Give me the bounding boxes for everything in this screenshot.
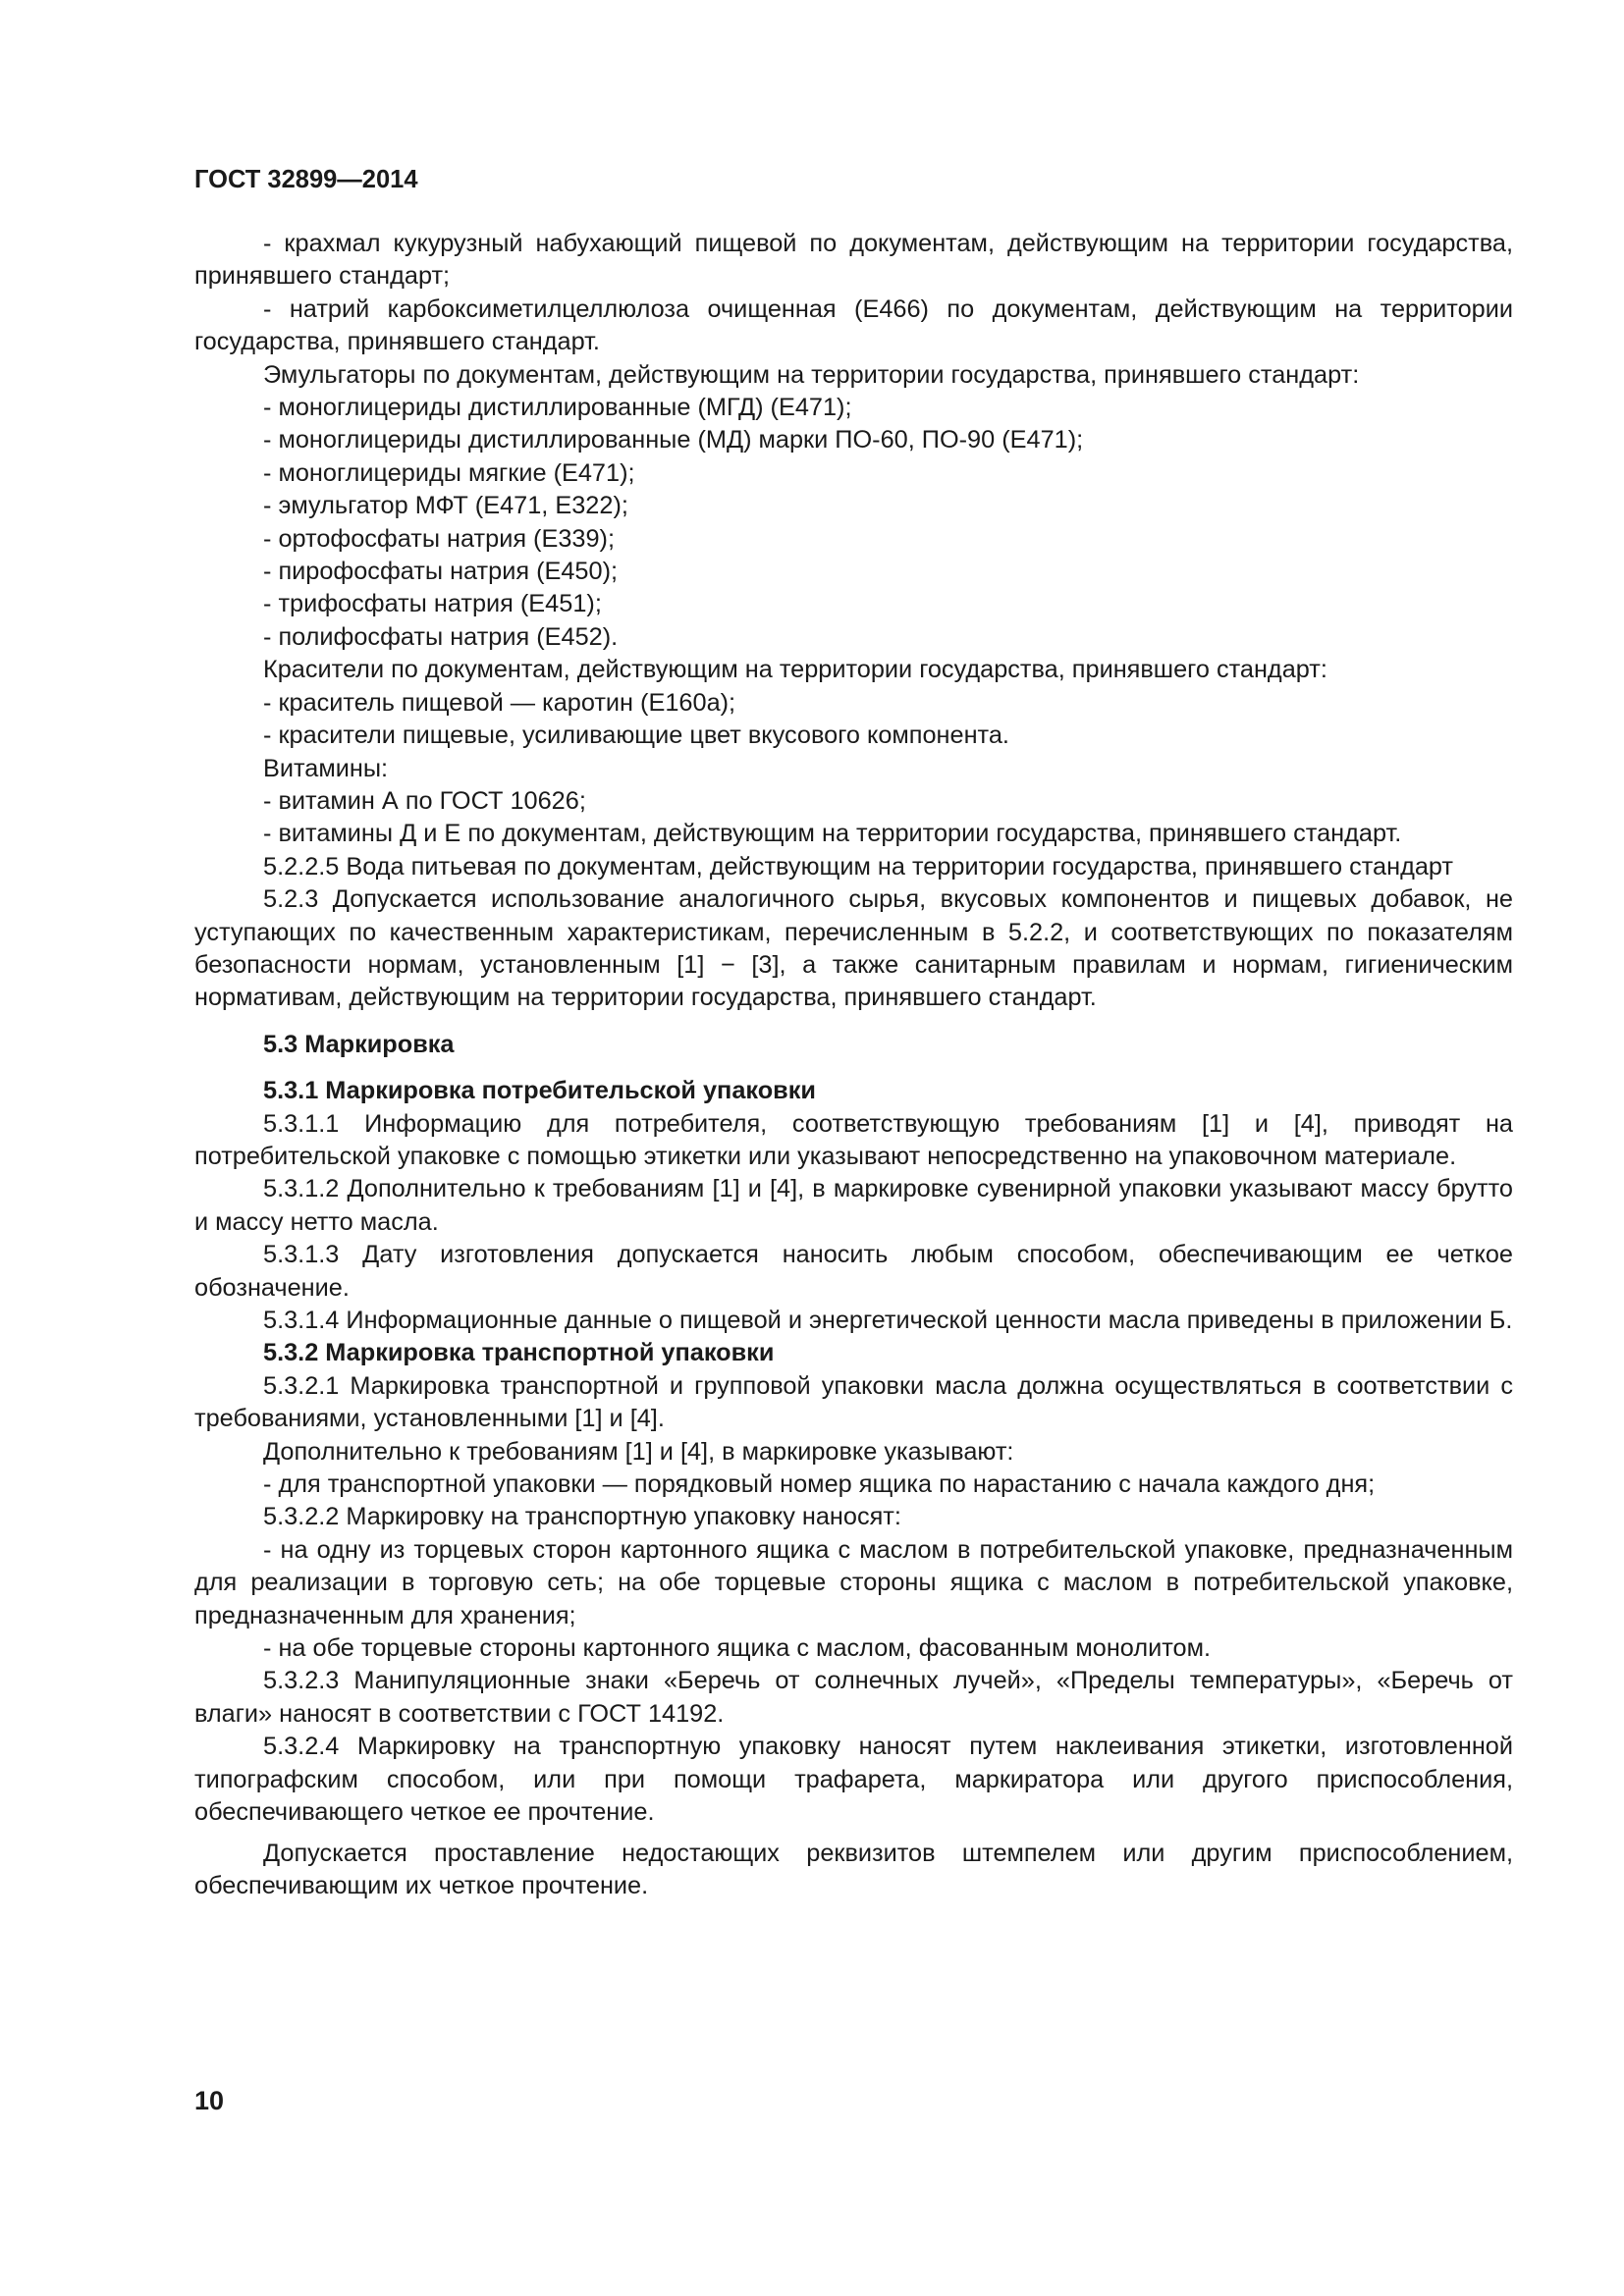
list-item: - натрий карбоксиметилцеллюлоза очищенная (Е466) по документам, действующим на территории государства, принявшего стандарт. (194, 294, 1513, 356)
paragraph: 5.3.2.2 Маркировку на транспортную упаковку наносят: (263, 1503, 901, 1531)
paragraph: 5.2.3 Допускается использование аналогичного сырья, вкусовых компонентов и пищевых добавок, не уступающих по качественным характеристикам, перечисленным в 5.2.2, и соответствующих по показателям безопасности нормам, установленным [1] − [3], а также санитарным правилам и нормам, гигиеническим нормативам, действующим на территории государства, принявшего стандарт. (194, 885, 1513, 1012)
document-header: ГОСТ 32899—2014 (194, 166, 418, 193)
paragraph: 5.3.1.3 Дату изготовления допускается наносить любым способом, обеспечивающим ее четкое обозначение. (194, 1241, 1513, 1302)
list-item: - моноглицериды дистиллированные (МД) марки ПО-60, ПО-90 (Е471); (263, 426, 1084, 454)
list-item: - крахмал кукурузный набухающий пищевой по документам, действующим на территории государства, принявшего стандарт; (194, 230, 1513, 291)
list-item: - для транспортной упаковки — порядковый номер ящика по нарастанию с начала каждого дня; (263, 1470, 1376, 1499)
page-number: 10 (194, 2086, 225, 2115)
list-item: - витамины Д и Е по документам, действующим на территории государства, принявшего стандарт. (263, 820, 1402, 848)
list-item: - витамин А по ГОСТ 10626; (263, 786, 586, 815)
list-item: - краситель пищевой — каротин (Е160а); (263, 688, 736, 717)
subsection-heading: 5.3.1 Маркировка потребительской упаковки (263, 1077, 816, 1105)
list-item: - эмульгатор МФТ (Е471, Е322); (263, 492, 628, 520)
paragraph: Красители по документам, действующим на территории государства, принявшего стандарт: (263, 656, 1327, 684)
list-item: - на обе торцевые стороны картонного ящика с маслом, фасованным монолитом. (263, 1634, 1211, 1663)
list-item: - ортофосфаты натрия (Е339); (263, 524, 616, 553)
paragraph: Дополнительно к требованиям [1] и [4], в маркировке указывают: (263, 1437, 1014, 1466)
section-heading: 5.3 Маркировка (263, 1030, 455, 1058)
list-item: - трифосфаты натрия (Е451); (263, 590, 602, 618)
paragraph: Витамины: (263, 754, 389, 782)
paragraph: 5.3.2.3 Манипуляционные знаки «Беречь от солнечных лучей», «Пределы температуры», «Беречь от влаги» наносят в соответствии с ГОСТ 14192. (194, 1667, 1513, 1728)
list-item: - пирофосфаты натрия (Е450); (263, 558, 619, 586)
list-item: - моноглицериды дистиллированные (МГД) (Е471); (263, 394, 852, 422)
list-item: - красители пищевые, усиливающие цвет вкусового компонента. (263, 721, 1009, 750)
list-item: - моноглицериды мягкие (Е471); (263, 458, 635, 487)
paragraph: 5.3.1.1 Информацию для потребителя, соответствующую требованиям [1] и [4], приводят на потребительской упаковке с помощью этикетки или указывают непосредственно на упаковочном материале. (194, 1109, 1513, 1170)
paragraph: 5.2.2.5 Вода питьевая по документам, действующим на территории государства, принявшего стандарт (263, 852, 1454, 881)
paragraph: 5.3.1.2 Дополнительно к требованиям [1] и [4], в маркировке сувенирной упаковки указывают массу брутто и массу нетто масла. (194, 1175, 1513, 1236)
subsection-heading: 5.3.2 Маркировка транспортной упаковки (263, 1339, 775, 1367)
document-body (194, 228, 1513, 1902)
paragraph: Допускается проставление недостающих реквизитов штемпелем или другим приспособлением, обеспечивающим их четкое прочтение. (194, 1839, 1513, 1899)
list-item: - на одну из торцевых сторон картонного ящика с маслом в потребительской упаковке, предназначенным для реализации в торговую сеть; на обе торцевые стороны ящика с маслом в потребительской упаковке, предназначенным для хранения; (194, 1535, 1513, 1629)
list-item: - полифосфаты натрия (Е452). (263, 622, 619, 651)
paragraph: Эмульгаторы по документам, действующим на территории государства, принявшего стандарт: (263, 360, 1360, 389)
paragraph: 5.3.1.4 Информационные данные о пищевой и энергетической ценности масла приведены в приложении Б. (263, 1307, 1513, 1334)
paragraph: 5.3.2.1 Маркировка транспортной и групповой упаковки масла должна осуществляться в соответствии с требованиями, установленными [1] и [4]. (194, 1371, 1513, 1433)
paragraph: 5.3.2.4 Маркировку на транспортную упаковку наносят путем наклеивания этикетки, изготовленной типографским способом, или при помощи трафарета, маркиратора или другого приспособления, обеспечивающего четкое ее прочтение. (194, 1733, 1513, 1827)
